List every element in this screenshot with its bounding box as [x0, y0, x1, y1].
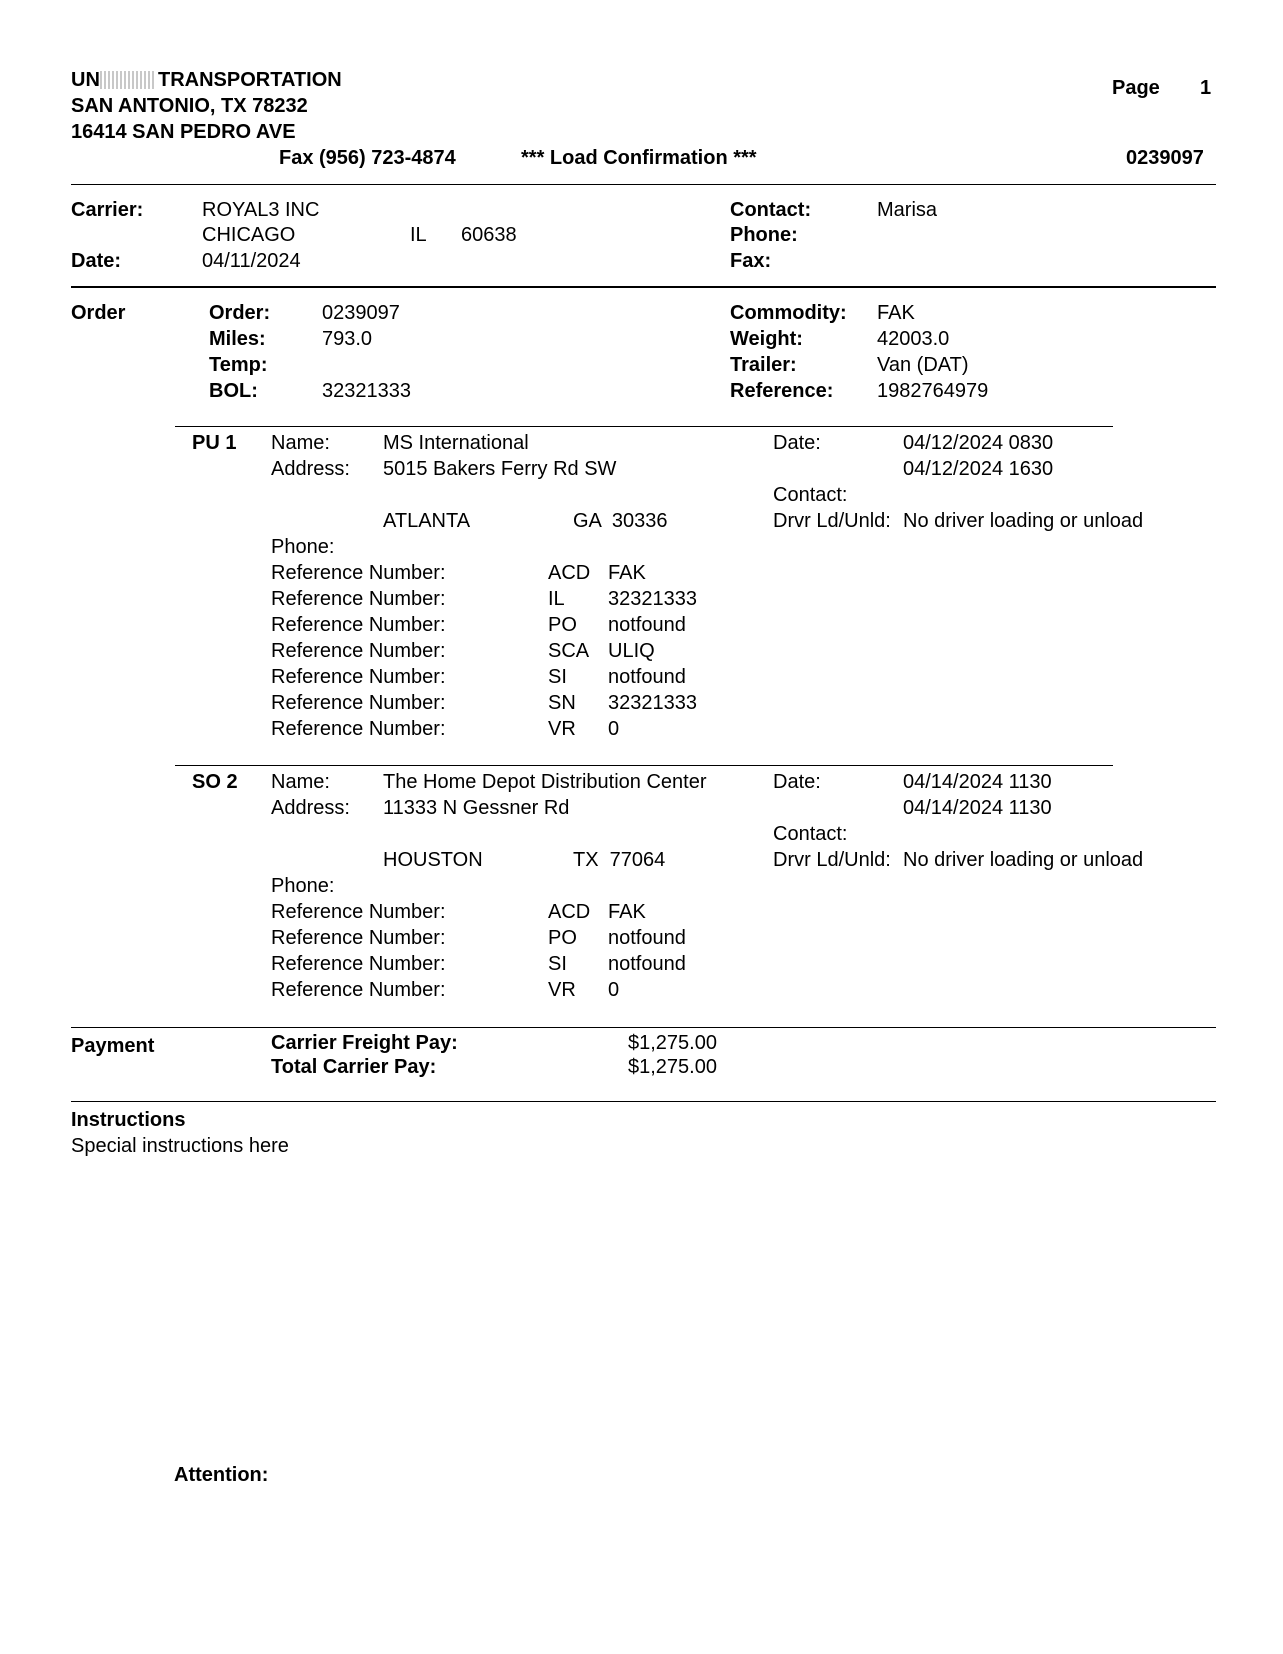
ref-value: notfound [608, 953, 686, 975]
company-city: SAN ANTONIO, TX 78232 [71, 95, 308, 117]
stop-driver-value: No driver loading or unload [903, 510, 1144, 532]
carrier-zip: 60638 [461, 224, 517, 246]
ref-label: Reference Number: [271, 953, 446, 975]
stop-date-1: 04/12/2024 0830 [903, 432, 1054, 454]
phone-label: Phone: [730, 224, 798, 246]
stop-address-label: Address: [271, 458, 350, 480]
attention-label: Attention: [174, 1464, 269, 1486]
temp-label: Temp: [209, 354, 268, 376]
ref-code: SN [548, 692, 576, 714]
stop-tag: PU 1 [192, 432, 237, 454]
reference-value: 1982764979 [877, 380, 989, 402]
ref-label: Reference Number: [271, 927, 446, 949]
ref-code: IL [548, 588, 565, 610]
stop-phone-label: Phone: [271, 536, 335, 558]
ref-code: ACD [548, 901, 591, 923]
fax-label: Fax: [730, 250, 772, 272]
ref-value: 0 [608, 718, 620, 740]
order-value: 0239097 [322, 302, 400, 324]
ref-code: PO [548, 614, 577, 636]
stop-name: The Home Depot Distribution Center [383, 771, 707, 793]
ref-value: ULIQ [608, 640, 655, 662]
stop-driver-label: Drvr Ld/Unld: [773, 510, 891, 532]
page-label: Page [1112, 77, 1160, 99]
stop-contact-label: Contact: [773, 484, 848, 506]
total-pay-label: Total Carrier Pay: [271, 1056, 437, 1078]
freight-pay-value: $1,275.00 [628, 1032, 717, 1054]
ref-label: Reference Number: [271, 979, 446, 1001]
company-name-prefix: UN [71, 69, 100, 91]
divider [71, 1101, 1216, 1102]
order-label: Order: [209, 302, 271, 324]
load-number: 0239097 [1126, 147, 1204, 169]
ref-label: Reference Number: [271, 666, 446, 688]
ref-code: SI [548, 666, 567, 688]
stop-address-label: Address: [271, 797, 350, 819]
date-value: 04/11/2024 [202, 250, 301, 272]
stop-date-label: Date: [773, 432, 821, 454]
ref-label: Reference Number: [271, 640, 446, 662]
stop-state-zip: GA 30336 [573, 510, 668, 532]
stop-address: 11333 N Gessner Rd [383, 797, 570, 819]
total-pay-value: $1,275.00 [628, 1056, 717, 1078]
stop-date-2: 04/12/2024 1630 [903, 458, 1054, 480]
stop-address: 5015 Bakers Ferry Rd SW [383, 458, 617, 480]
stop-contact-label: Contact: [773, 823, 848, 845]
obscured-text [100, 71, 156, 89]
ref-value: FAK [608, 562, 646, 584]
payment-section-label: Payment [71, 1035, 155, 1057]
ref-value: notfound [608, 614, 686, 636]
instructions-label: Instructions [71, 1109, 186, 1131]
carrier-name: ROYAL3 INC [202, 199, 320, 221]
stop-name-label: Name: [271, 432, 330, 454]
stop-driver-value: No driver loading or unload [903, 849, 1144, 871]
commodity-label: Commodity: [730, 302, 847, 324]
stop-city: ATLANTA [383, 510, 471, 532]
ref-code: ACD [548, 562, 591, 584]
ref-label: Reference Number: [271, 692, 446, 714]
stop-name: MS International [383, 432, 529, 454]
ref-code: PO [548, 927, 577, 949]
carrier-label: Carrier: [71, 199, 144, 221]
reference-label: Reference: [730, 380, 834, 402]
stop-phone-label: Phone: [271, 875, 335, 897]
ref-value: FAK [608, 901, 646, 923]
stop-date-1: 04/14/2024 1130 [903, 771, 1052, 793]
trailer-value: Van (DAT) [877, 354, 969, 376]
trailer-label: Trailer: [730, 354, 797, 376]
divider [71, 184, 1216, 185]
weight-value: 42003.0 [877, 328, 950, 350]
ref-label: Reference Number: [271, 901, 446, 923]
stop-tag: SO 2 [192, 771, 238, 793]
miles-value: 793.0 [322, 328, 373, 350]
bol-value: 32321333 [322, 380, 411, 402]
company-address: 16414 SAN PEDRO AVE [71, 121, 296, 143]
ref-value: 32321333 [608, 692, 697, 714]
ref-label: Reference Number: [271, 718, 446, 740]
commodity-value: FAK [877, 302, 915, 324]
ref-label: Reference Number: [271, 588, 446, 610]
stop-date-2: 04/14/2024 1130 [903, 797, 1052, 819]
date-label: Date: [71, 250, 122, 272]
divider [71, 286, 1216, 288]
divider [175, 426, 1113, 427]
company-name-suffix: TRANSPORTATION [158, 69, 342, 91]
ref-value: notfound [608, 666, 686, 688]
ref-value: 0 [608, 979, 620, 1001]
ref-label: Reference Number: [271, 562, 446, 584]
stop-name-label: Name: [271, 771, 330, 793]
ref-code: VR [548, 718, 576, 740]
stop-state-zip: TX 77064 [573, 849, 666, 871]
carrier-city: CHICAGO [202, 224, 296, 246]
bol-label: BOL: [209, 380, 258, 402]
carrier-state: IL [410, 224, 427, 246]
document-title: *** Load Confirmation *** [521, 147, 757, 169]
instructions-text: Special instructions here [71, 1135, 289, 1157]
ref-label: Reference Number: [271, 614, 446, 636]
ref-code: VR [548, 979, 576, 1001]
weight-label: Weight: [730, 328, 803, 350]
stop-date-label: Date: [773, 771, 821, 793]
divider [71, 1027, 1216, 1028]
ref-value: notfound [608, 927, 686, 949]
divider [175, 765, 1113, 766]
freight-pay-label: Carrier Freight Pay: [271, 1032, 458, 1054]
miles-label: Miles: [209, 328, 266, 350]
contact-value: Marisa [877, 199, 938, 221]
stop-driver-label: Drvr Ld/Unld: [773, 849, 891, 871]
contact-label: Contact: [730, 199, 812, 221]
ref-code: SI [548, 953, 567, 975]
stop-city: HOUSTON [383, 849, 483, 871]
company-fax: Fax (956) 723-4874 [279, 147, 456, 169]
ref-value: 32321333 [608, 588, 697, 610]
page-number: 1 [1200, 77, 1212, 99]
order-section-label: Order [71, 302, 126, 324]
ref-code: SCA [548, 640, 590, 662]
